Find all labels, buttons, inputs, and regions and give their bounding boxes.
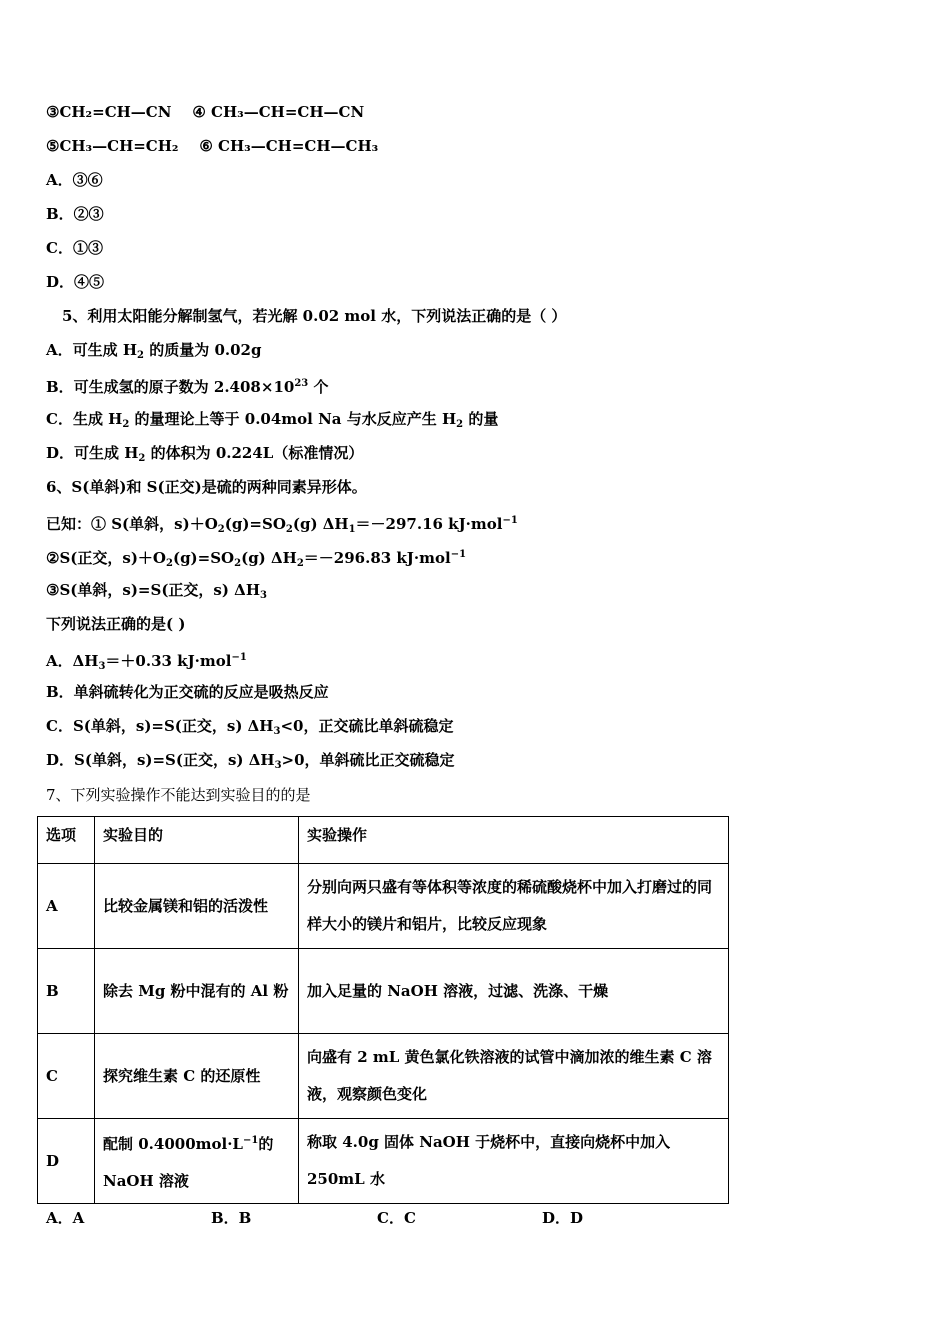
q6-equation-3: ③S(单斜，s)=S(正交，s) $\Delta H_3$ — [46, 581, 267, 601]
q4-option-a: A．③⑥ — [46, 171, 103, 189]
q4-line1: ③CH₂=CH—CN ④ CH₃—CH=CH—CN — [46, 103, 365, 121]
q6-option-d: D．S(单斜，s)=S(正交，s) $\Delta H_3>0$，单斜硫比正交硫稳定 — [46, 751, 455, 771]
row-goal: 探究维生素 C 的还原性 — [95, 1034, 299, 1119]
experiment-table — [37, 816, 729, 1204]
q4-option-d: D．④⑤ — [46, 273, 105, 291]
table-row — [38, 949, 729, 1034]
row-option: A — [38, 864, 95, 949]
q7-answer-b: B．B — [211, 1209, 252, 1227]
table-header-row — [38, 817, 729, 864]
q6-option-a: A．$\Delta H_3=+0.33$ kJ·mol$^{-1}$ — [46, 652, 247, 672]
row-operation: 称取 4.0g 固体 NaOH 于烧杯中，直接向烧杯中加入 250mL 水 — [299, 1119, 729, 1204]
q7-answer-c: C．C — [377, 1209, 416, 1227]
q4-line2: ⑤CH₃—CH=CH₂ ⑥ CH₃—CH=CH—CH₃ — [46, 137, 379, 155]
table-row — [38, 1119, 729, 1204]
row-option: C — [38, 1034, 95, 1119]
q6-option-c: C．S(单斜，s)=S(正交，s) $\Delta H_3<0$，正交硫比单斜硫稳定 — [46, 717, 454, 737]
q6-ask: 下列说法正确的是( ) — [46, 615, 186, 633]
header-operation: 实验操作 — [299, 817, 729, 864]
row-goal: 配制 $0.4000mol\cdot L^{-1}$的 NaOH 溶液 — [95, 1119, 299, 1204]
table-row — [38, 864, 729, 949]
row-goal: 除去 Mg 粉中混有的 Al 粉 — [95, 949, 299, 1034]
row-operation: 加入足量的 NaOH 溶液，过滤、洗涤、干燥 — [299, 949, 729, 1034]
table-row — [38, 1034, 729, 1119]
q4-option-c: C．①③ — [46, 239, 103, 257]
q4-option-b: B．②③ — [46, 205, 104, 223]
q7-answer-d: D．D — [542, 1209, 584, 1227]
row-goal: 比较金属镁和铝的活泼性 — [95, 864, 299, 949]
q6-equation-1: 已知：① S(单斜，$s)+O_2(g)=SO_2(g)$ $\Delta H_1=-297.16$ kJ·mol$^{-1}$ — [46, 515, 518, 535]
row-option: B — [38, 949, 95, 1034]
q5-stem: 5、利用太阳能分解制氢气，若光解 0.02 mol 水，下列说法正确的是（ ） — [62, 307, 567, 325]
q7-answer-a: A．A — [46, 1209, 85, 1227]
q6-option-b: B．单斜硫转化为正交硫的反应是吸热反应 — [46, 683, 329, 701]
q5-option-b: B．可生成氢的原子数为 $2.408\times 10^{23}$ 个 — [46, 378, 329, 396]
q6-equation-2: ②S(正交，$s)+O_2(g)=SO_2(g)$ $\Delta H_2=-296.83$ kJ·mol$^{-1}$ — [46, 549, 467, 569]
q5-option-a: A．可生成 $H_2$ 的质量为 0.02g — [46, 341, 262, 361]
row-operation: 分别向两只盛有等体积等浓度的稀硫酸烧杯中加入打磨过的同样大小的镁片和铝片，比较反应现象 — [299, 864, 729, 949]
header-option: 选项 — [38, 817, 95, 864]
header-goal: 实验目的 — [95, 817, 299, 864]
q6-stem: 6、S(单斜)和 S(正交)是硫的两种同素异形体。 — [46, 478, 367, 496]
row-option: D — [38, 1119, 95, 1204]
q7-stem: 7、下列实验操作不能达到实验目的的是 — [46, 786, 311, 804]
q5-option-d: D．可生成 $H_2$ 的体积为 0.224L（标准情况） — [46, 444, 364, 464]
q5-option-c: C．生成 $H_2$ 的量理论上等于 0.04mol Na 与水反应产生 $H_2$ 的量 — [46, 410, 499, 430]
row-operation: 向盛有 2 mL 黄色氯化铁溶液的试管中滴加浓的维生素 C 溶液，观察颜色变化 — [299, 1034, 729, 1119]
